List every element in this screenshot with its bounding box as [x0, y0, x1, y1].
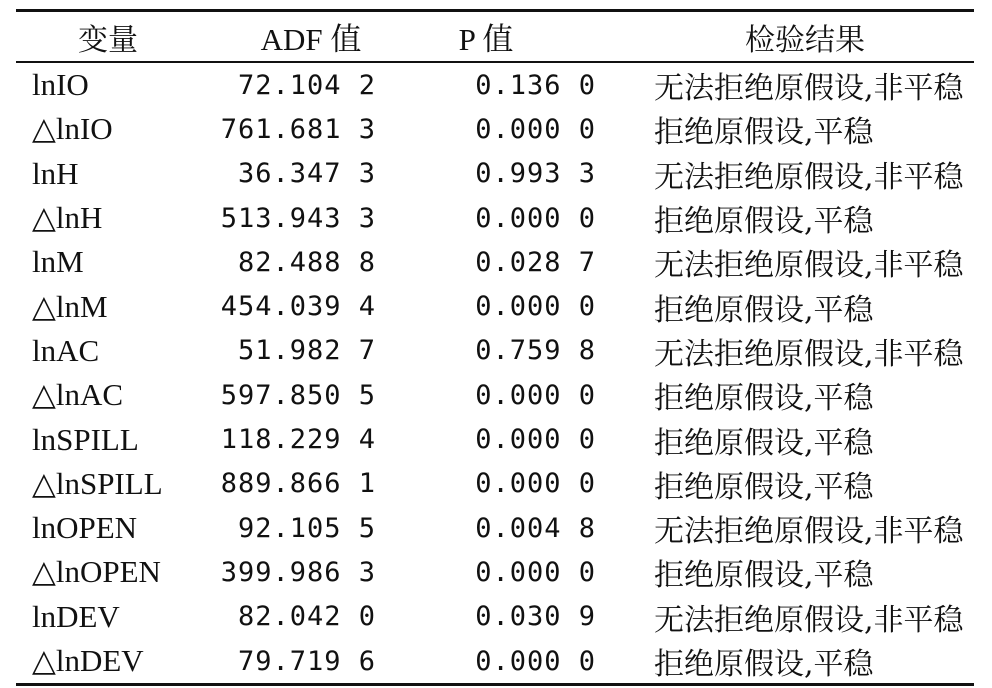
cell-variable: lnOPEN: [32, 510, 138, 546]
cell-adf-value: 82.042 0: [237, 601, 376, 633]
cell-variable: △lnSPILL: [32, 465, 163, 501]
table-row: [16, 506, 974, 550]
cell-adf-value: 454.039 4: [220, 291, 376, 323]
table-row: [16, 152, 974, 196]
cell-adf-value: 36.347 3: [237, 158, 376, 190]
cell-variable: lnSPILL: [32, 421, 139, 457]
cell-adf-value: 761.681 3: [220, 113, 376, 145]
cell-variable: △lnM: [32, 288, 108, 324]
cell-adf-value: 889.866 1: [220, 468, 376, 500]
cell-test-result: 拒绝原假设,平稳: [654, 115, 874, 151]
table-row: [16, 417, 974, 461]
cell-p-value: 0.000 0: [475, 424, 596, 456]
cell-adf-value: 82.488 8: [237, 246, 376, 278]
cell-test-result: 拒绝原假设,平稳: [654, 558, 874, 594]
cell-p-value: 0.136 0: [475, 69, 596, 101]
cell-test-result: 无法拒绝原假设,非平稳: [654, 248, 964, 284]
table-row: [16, 329, 974, 373]
cell-test-result: 拒绝原假设,平稳: [654, 381, 874, 417]
cell-p-value: 0.759 8: [475, 335, 596, 367]
cell-variable: △lnDEV: [32, 643, 144, 678]
table-bottom-rule: [16, 683, 974, 686]
adf-test-table: [16, 9, 974, 686]
table-row: [16, 240, 974, 284]
cell-variable: △lnH: [32, 200, 103, 236]
cell-variable: lnAC: [32, 332, 100, 368]
cell-variable: △lnIO: [32, 111, 113, 147]
table-row: [16, 196, 974, 240]
cell-test-result: 无法拒绝原假设,非平稳: [654, 159, 964, 195]
cell-test-result: 无法拒绝原假设,非平稳: [654, 602, 964, 638]
table-row: [16, 373, 974, 417]
cell-p-value: 0.000 0: [475, 113, 596, 145]
cell-test-result: 拒绝原假设,平稳: [654, 469, 874, 505]
cell-test-result: 无法拒绝原假设,非平稳: [654, 336, 964, 372]
cell-p-value: 0.030 9: [475, 601, 596, 633]
cell-p-value: 0.000 0: [475, 556, 596, 588]
cell-variable: lnH: [32, 155, 79, 191]
cell-p-value: 0.004 8: [475, 512, 596, 544]
cell-adf-value: 79.719 6: [237, 645, 376, 677]
cell-adf-value: 399.986 3: [220, 556, 376, 588]
cell-test-result: 无法拒绝原假设,非平稳: [654, 71, 964, 107]
cell-p-value: 0.000 0: [475, 645, 596, 677]
cell-adf-value: 597.850 5: [220, 379, 376, 411]
table-header-row: [16, 12, 974, 61]
header-variable: 变量: [78, 22, 138, 58]
cell-test-result: 拒绝原假设,平稳: [654, 292, 874, 328]
cell-adf-value: 92.105 5: [237, 512, 376, 544]
cell-test-result: 无法拒绝原假设,非平稳: [654, 514, 964, 550]
table-row: [16, 284, 974, 328]
table-row: [16, 550, 974, 594]
cell-adf-value: 513.943 3: [220, 202, 376, 234]
cell-p-value: 0.000 0: [475, 379, 596, 411]
header-test-result: 检验结果: [745, 22, 865, 58]
cell-variable: △lnOPEN: [32, 554, 161, 590]
table-row: [16, 462, 974, 506]
cell-p-value: 0.028 7: [475, 246, 596, 278]
cell-adf-value: 72.104 2: [237, 69, 376, 101]
cell-variable: lnIO: [32, 67, 89, 103]
header-adf-value: ADF 值: [260, 22, 362, 57]
table-row: [16, 63, 974, 107]
table-body: [16, 63, 974, 683]
cell-adf-value: 51.982 7: [237, 335, 376, 367]
cell-variable: lnDEV: [32, 598, 120, 634]
cell-p-value: 0.000 0: [475, 202, 596, 234]
header-p-value: P 值: [458, 22, 514, 57]
table-row: [16, 107, 974, 151]
cell-variable: △lnAC: [32, 377, 124, 413]
cell-test-result: 拒绝原假设,平稳: [654, 647, 874, 682]
table-row: [16, 639, 974, 683]
cell-test-result: 拒绝原假设,平稳: [654, 425, 874, 461]
cell-p-value: 0.993 3: [475, 158, 596, 190]
cell-p-value: 0.000 0: [475, 291, 596, 323]
cell-test-result: 拒绝原假设,平稳: [654, 204, 874, 240]
cell-adf-value: 118.229 4: [220, 424, 376, 456]
cell-variable: lnM: [32, 244, 84, 280]
cell-p-value: 0.000 0: [475, 468, 596, 500]
table-row: [16, 595, 974, 639]
